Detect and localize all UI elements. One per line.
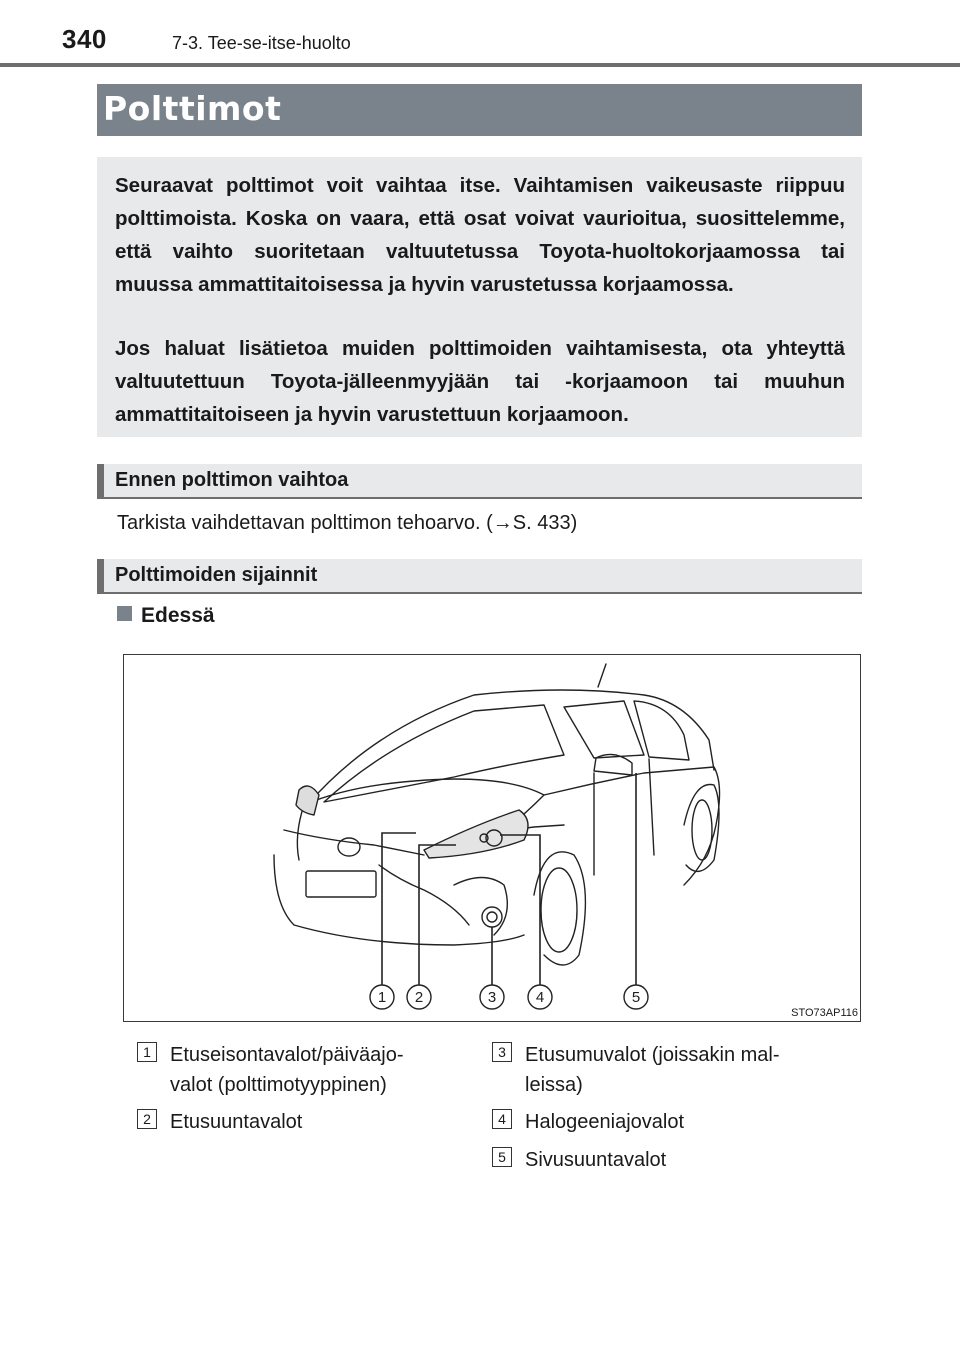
legend-text-2: Etusuuntavalot	[170, 1111, 303, 1133]
legend-text-1	[170, 1040, 403, 1100]
page-number: 340	[62, 24, 107, 54]
legend-num-5: 5	[492, 1147, 512, 1167]
callout-4: 4	[535, 989, 545, 1006]
legend-num-1: 1	[137, 1042, 157, 1062]
page-title: Polttimot	[103, 89, 282, 128]
square-bullet-icon	[117, 606, 132, 621]
header-rule	[0, 63, 960, 67]
intro-paragraph-2: Jos haluat lisätietoa muiden polttimoiden vaihtamisesta, ota yhteyttä valtuutettuun Toyota-jälleenmyyjään tai -korjaamoon tai muuhun ammattitaitoiseen ja hyvin varustettuun korjaamoon.	[115, 337, 845, 426]
callout-1: 1	[377, 989, 387, 1006]
intro-paragraph-1: Seuraavat polttimot voit vaihtaa itse. Vaihtamisen vaikeusaste riippuu polttimoista. Koska on vaara, että osat voivat vaurioitua, suosittelemme, että vaihto suoritetaan valtuutetussa Toyota-huoltokorjaamossa tai muussa ammattitaitoisessa ja hyvin varustetussa korjaamossa.	[115, 174, 845, 296]
section-label: 7-3. Tee-se-itse-huolto	[172, 33, 351, 53]
section-heading-locations-label: Polttimoiden sijainnit	[115, 564, 318, 586]
callout-3: 3	[487, 989, 497, 1006]
legend-text-5: Sivusuuntavalot	[525, 1149, 667, 1171]
section-heading-before-label: Ennen polttimon vaihtoa	[115, 469, 349, 491]
subheading-front	[117, 604, 215, 628]
legend-text-1-line1: Etuseisontavalot/päiväajo-	[170, 1044, 404, 1066]
legend-text-1-line2: valot (polttimotyyppinen)	[170, 1074, 387, 1096]
section-heading-before	[97, 464, 862, 499]
body-text: Tarkista vaihdettavan polttimon tehoarvo. (→S. 433)	[117, 512, 578, 534]
legend-text-3-line1: Etusumuvalot (joissakin mal-	[525, 1044, 780, 1066]
legend-num-2: 2	[137, 1109, 157, 1129]
car-illustration	[124, 655, 860, 1021]
callout-5: 5	[631, 989, 641, 1006]
legend-num-3: 3	[492, 1042, 512, 1062]
subheading-front-label: Edessä	[141, 604, 215, 627]
legend-num-4: 4	[492, 1109, 512, 1129]
section-heading-locations	[97, 559, 862, 594]
car-figure	[123, 654, 861, 1022]
legend-text-3-line2: leissa)	[525, 1074, 583, 1096]
figure-code: STO73AP116	[791, 1007, 858, 1019]
legend-text-3	[525, 1040, 780, 1100]
callout-2: 2	[414, 989, 424, 1006]
legend-text-4: Halogeeniajovalot	[525, 1111, 685, 1133]
intro-box	[97, 157, 862, 437]
